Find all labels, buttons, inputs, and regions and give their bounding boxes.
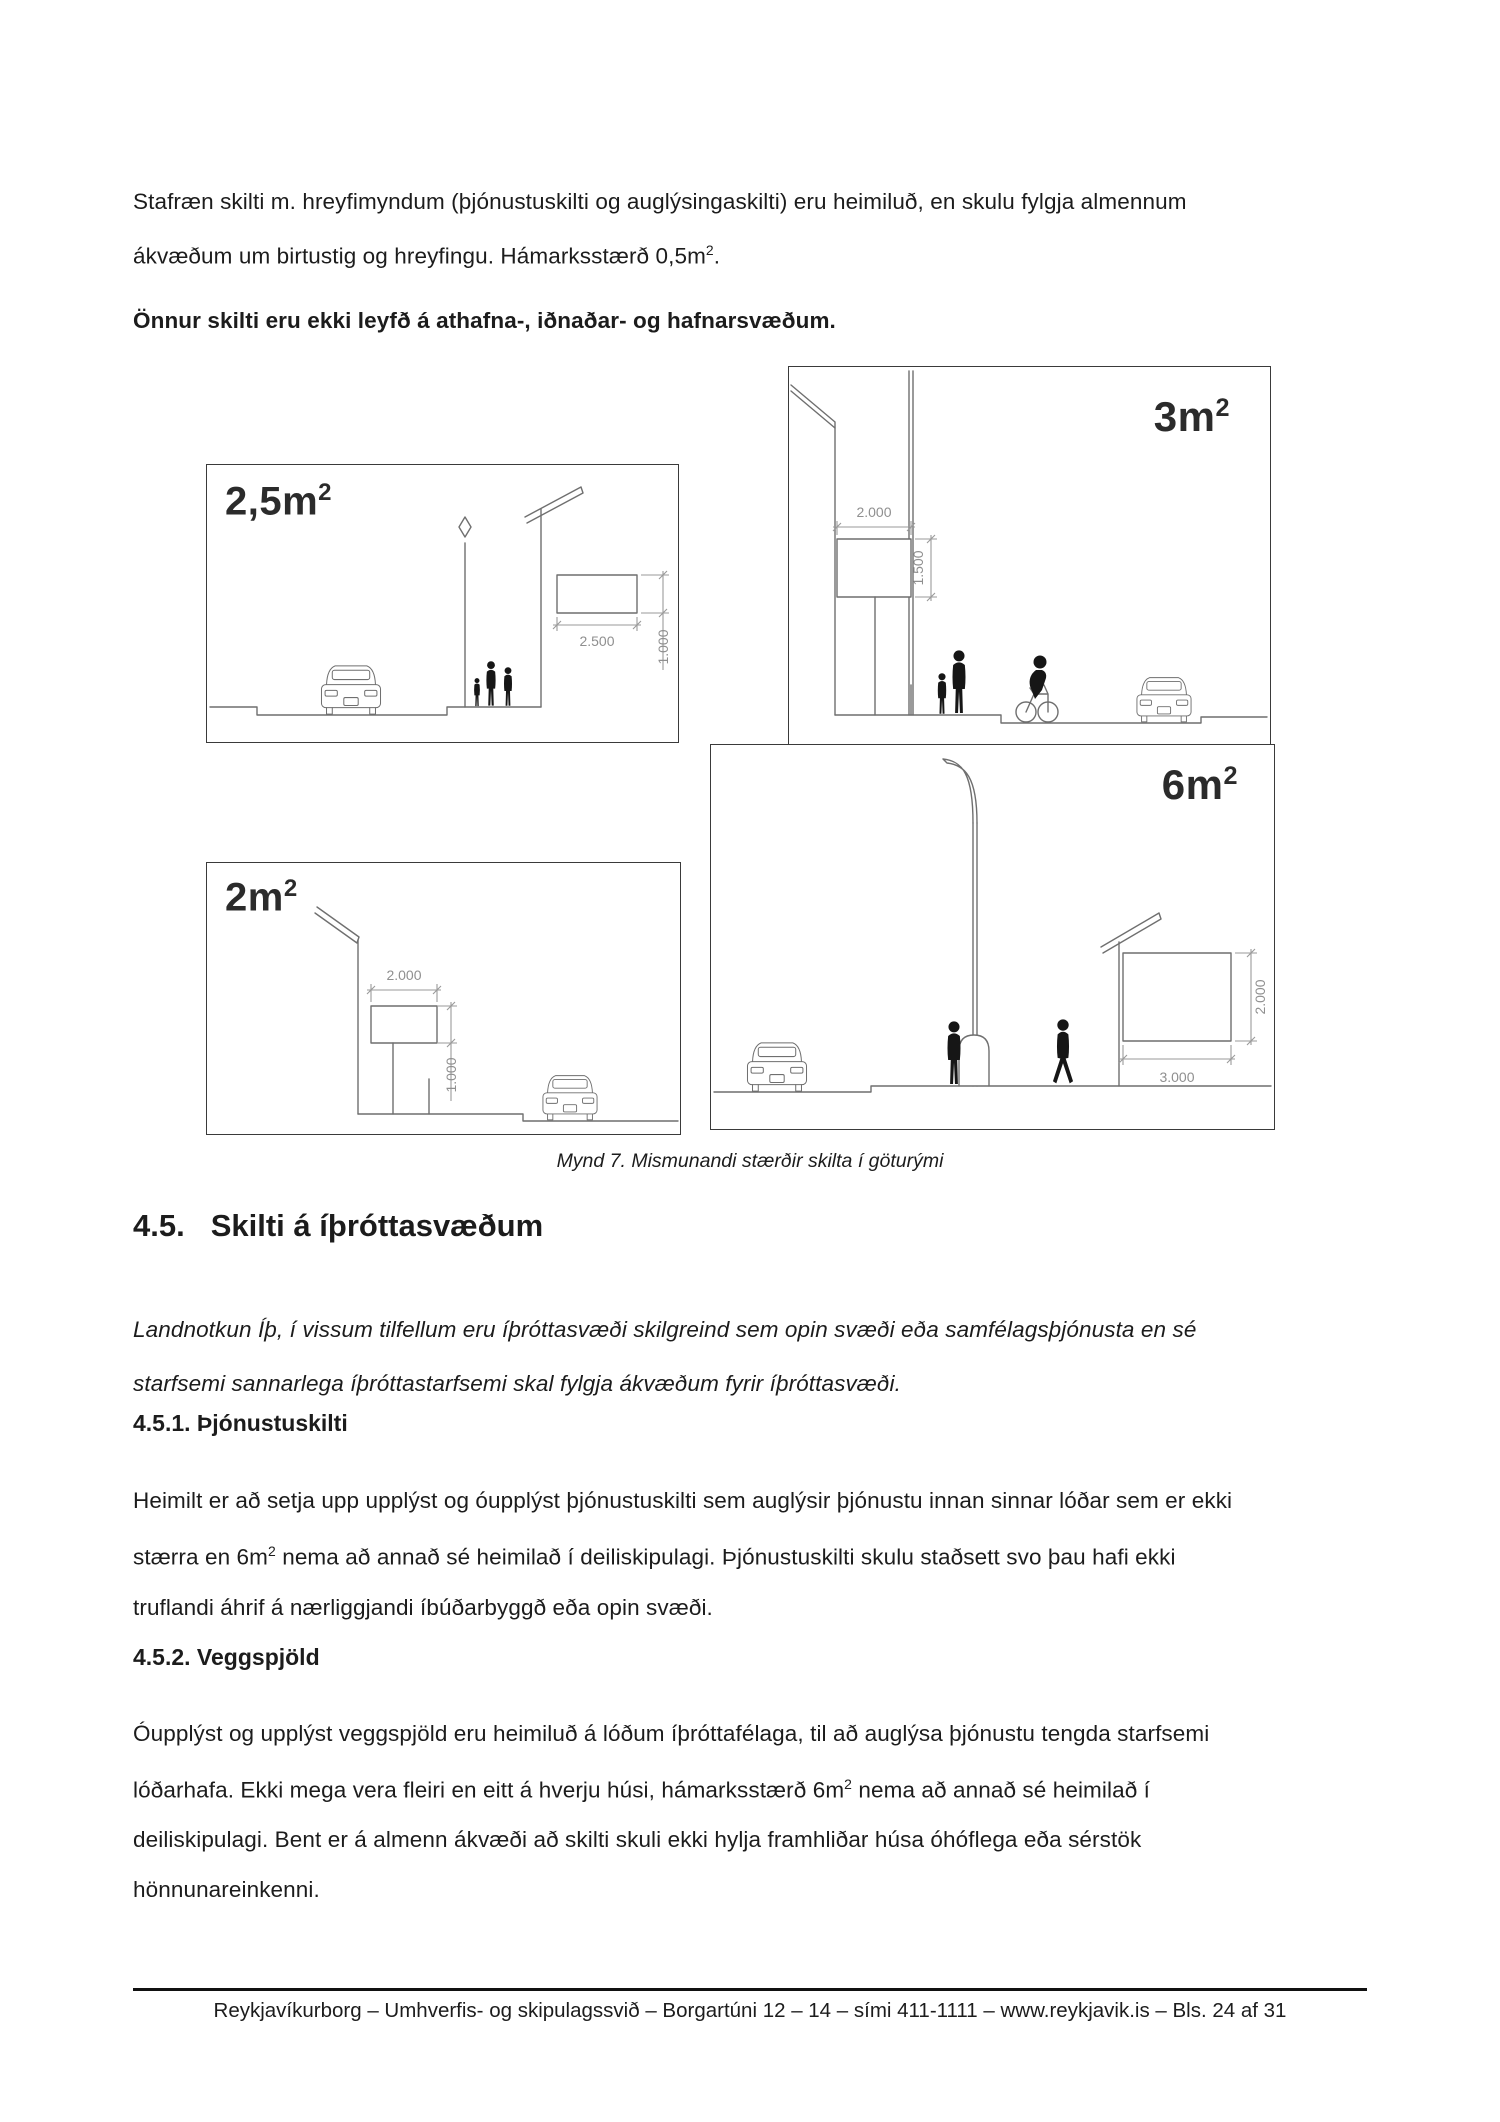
intro-superscript: 2 (705, 241, 714, 258)
child-silhouette-icon (474, 678, 480, 706)
car-icon (1137, 678, 1191, 722)
car-icon (747, 1043, 806, 1091)
child-silhouette-icon (938, 673, 946, 714)
arch-doorway-outline (959, 1035, 989, 1086)
subsection-paragraph-2: Óupplýst og upplýst veggspjöld eru heimiluð á lóðum íþróttafélaga, til að auglýsa þjónustu tengda starfsemi lóðarhafa. Ekki mega vera fleiri en eitt á hverju húsi, hámarksstærð $6m^2$ nema að annað sé heimilað í deiliskipulagi. Bent er á almenn ákvæði að skilti skuli ekki hylja framhliðar húsa óhóflega eða sérstök hönnunareinkenni. (133, 1720, 1210, 1902)
subsection-paragraph-1: Heimilt er að setja upp upplýst og óupplýst þjónustuskilti sem auglýsir þjónustu innan sinnar lóðar sem er ekki stærra en $6m^2$ nema að annað sé heimilað í deiliskipulagi. Þjónustuskilti skulu staðsett svo þau hafi ekki truflandi áhrif á nærliggjandi íbúðarbyggð eða opin svæði. (133, 1487, 1233, 1620)
subsection-heading-1: 4.5.1. Þjónustuskilti (133, 1410, 348, 1436)
footer-divider (133, 1988, 1367, 1991)
subsection-heading-2: 4.5.2. Veggspjöld (133, 1644, 320, 1670)
width-dimension-label: 2.000 (386, 967, 422, 983)
building-outline (315, 907, 359, 1114)
person-silhouette-icon (504, 667, 512, 706)
sign-rectangle (837, 539, 911, 597)
superscript: 2 (844, 1775, 853, 1792)
car-icon (543, 1076, 597, 1120)
person-silhouette-icon (953, 650, 966, 713)
panel-size-label: $3m^2$ (1153, 393, 1230, 440)
sign-post (393, 1043, 429, 1114)
panel-size-label: $2,5m^2$ (225, 479, 333, 524)
section-number: 4.5. (133, 1208, 185, 1243)
building-outline (791, 385, 835, 715)
height-dimension-label: 1.500 (910, 550, 926, 586)
height-dimension-label: 1.000 (443, 1057, 459, 1093)
sign-rectangle (371, 1006, 437, 1043)
figure-panel-3m2 (788, 366, 1271, 757)
width-dimension-label: 2.000 (856, 504, 892, 520)
section-heading (133, 1208, 543, 1244)
footer-text: Reykjavíkurborg – Umhverfis- og skipulagssvið – Borgartúni 12 – 14 – sími 411-1111 – www.reykjavik.is – Bls. 24 af 31 (213, 1999, 1287, 2022)
figure-panel-2m2 (206, 862, 681, 1135)
bold-note: Önnur skilti eru ekki leyfð á athafna-, iðnaðar- og hafnarsvæðum. (133, 307, 836, 333)
lead-paragraph: Landnotkun Íþ, í vissum tilfellum eru íþróttasvæði skilgreind sem opin svæði eða samfélagsþjónusta en sé starfsemi sannarlega íþróttastarfsemi skal fylgja ákvæðum fyrir íþróttasvæði. (133, 1316, 1197, 1396)
sign-rectangle (1123, 953, 1231, 1041)
height-dimension-label: 1.000 (655, 629, 671, 665)
height-dimension-label: 2.000 (1252, 979, 1268, 1015)
ground-line (358, 1114, 678, 1121)
person-silhouette-icon (486, 661, 495, 705)
intro-text-end: . (713, 243, 721, 268)
height-dimension (910, 535, 937, 601)
width-dimension-label: 3.000 (1159, 1069, 1195, 1085)
section-title: Skilti á íþróttasvæðum (210, 1208, 544, 1243)
lamp-post-icon (459, 517, 471, 707)
width-dimension (553, 617, 641, 649)
sign-post (875, 597, 911, 715)
figure-panel-2-5m2 (206, 464, 679, 743)
intro-text: Stafræn skilti m. hreyfimyndum (þjónustuskilti og auglýsingaskilti) eru heimiluð, en skulu fylgja almennum ákvæðum um birtustig og hreyfingu. Hámarksstærð 0,5m (133, 188, 1187, 268)
superscript: 2 (268, 1542, 276, 1559)
height-dimension (437, 1002, 459, 1101)
panel-size-label: $6m^2$ (1161, 761, 1238, 808)
width-dimension (833, 504, 915, 535)
walking-person-silhouette-icon (1053, 1019, 1073, 1083)
car-icon (321, 666, 380, 714)
width-dimension (1119, 1045, 1235, 1085)
figure-caption: Mynd 7. Mismunandi stærðir skilta í göturými (556, 1150, 944, 1172)
height-dimension (1235, 949, 1268, 1045)
intro-paragraph (133, 178, 1251, 281)
figure-panel-6m2 (710, 744, 1275, 1130)
width-dimension (367, 967, 441, 1002)
height-dimension (641, 571, 671, 670)
width-dimension-label: 2.500 (579, 633, 615, 649)
panel-size-label: $2m^2$ (225, 875, 298, 920)
cyclist-icon (1016, 656, 1058, 723)
sign-rectangle (557, 575, 637, 613)
